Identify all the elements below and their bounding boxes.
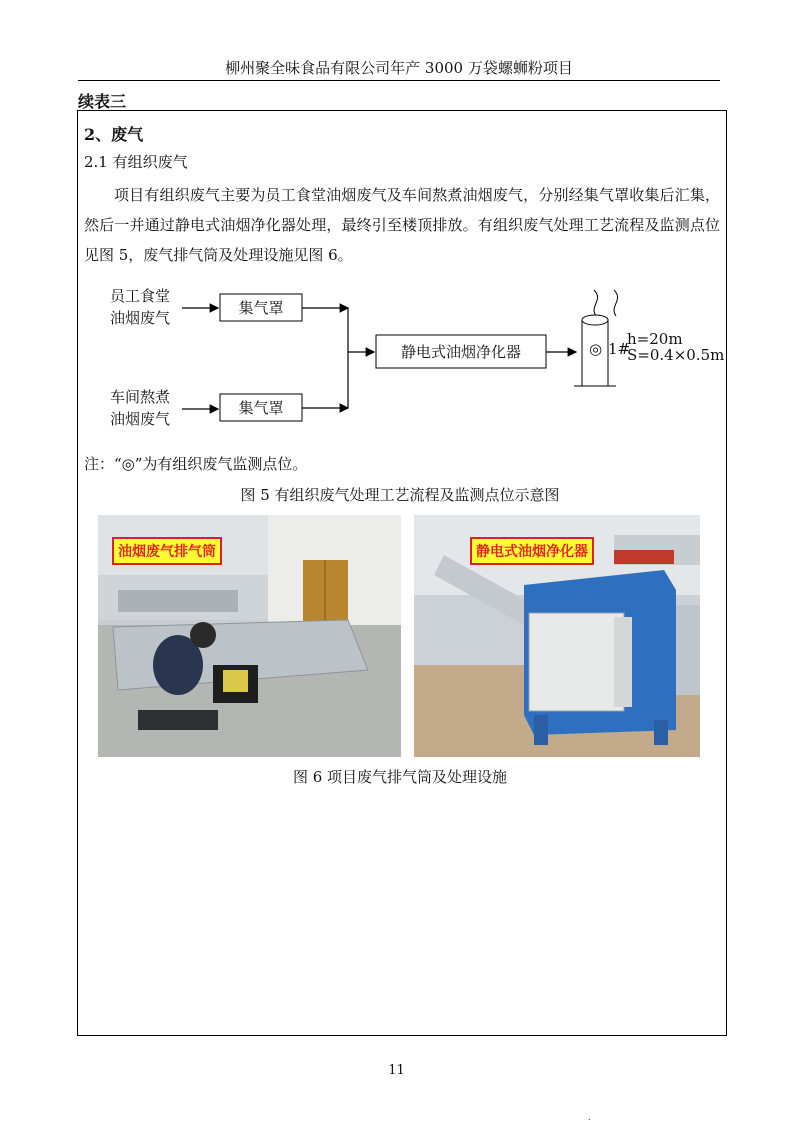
left-photo-callout: 油烟废气排气筒: [112, 537, 222, 565]
source2-line2: 油烟废气: [110, 410, 171, 428]
monitor-symbol: ◎: [589, 340, 603, 358]
hood-label-1: 集气罩: [238, 299, 284, 317]
smoke-curve-2: [614, 290, 618, 316]
section-title: 2、废气: [84, 125, 144, 144]
exhaust-stack-photo: [98, 515, 401, 757]
right-photo-callout: 静电式油烟净化器: [470, 537, 594, 565]
process-flow-diagram: [84, 282, 724, 442]
hood-label-2: 集气罩: [238, 399, 284, 417]
purifier-photo: [414, 515, 700, 757]
table-label: 续表三: [78, 92, 127, 111]
section-subtitle: 2.1 有组织废气: [84, 153, 188, 171]
smoke-curve-1: [594, 290, 598, 316]
stack-id: 1#: [608, 340, 631, 358]
purifier-label: 静电式油烟净化器: [400, 343, 522, 361]
figure6-caption: 图 6 项目废气排气筒及处理设施: [292, 768, 508, 786]
source2-line1: 车间熬煮: [110, 388, 171, 406]
stack-top: [582, 315, 608, 325]
page-header: 柳州聚全味食品有限公司年产 3000 万袋螺蛳粉项目: [78, 56, 720, 81]
source1-line2: 油烟废气: [110, 309, 171, 327]
source1-line1: 员工食堂: [110, 287, 171, 305]
figure5-caption: 图 5 有组织废气处理工艺流程及监测点位示意图: [240, 486, 560, 504]
section-paragraph: 项目有组织废气主要为员工食堂油烟废气及车间熬煮油烟废气，分别经集气罩收集后汇集，然后一并通过静电式油烟净化器处理，最终引至楼顶排放。有组织废气处理工艺流程及监测点位见图 5，废气排气筒及处理设施见图 6。: [84, 186, 720, 264]
stack-section: S=0.4×0.5m: [627, 346, 724, 364]
stack-height: h=20m: [627, 330, 683, 348]
monitor-note: 注：“◎”为有组织废气监测点位。: [84, 455, 308, 473]
page-number: 11: [388, 1063, 405, 1078]
footer-dot: .: [588, 1113, 591, 1122]
